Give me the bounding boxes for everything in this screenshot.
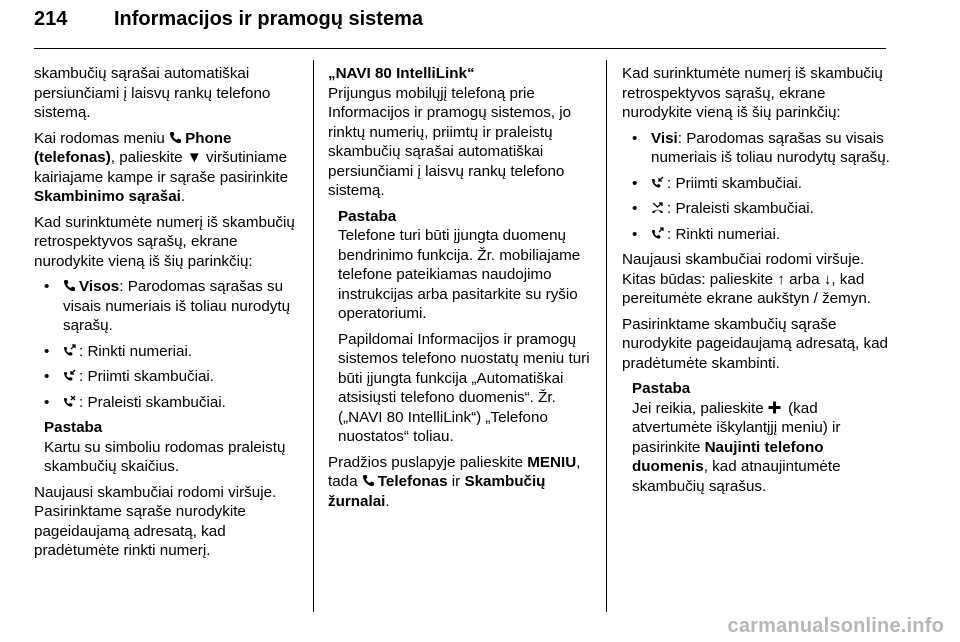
note-paragraph-2: Papildomai Informacijos ir pramogų sistemos telefono nuostatų meniu turi būti įjungta funkcija „Automatiškai atsisiųsti telefono duomenis“. Žr. („NAVI 80 IntelliLink“) „Telefono nuostatos“ toliau. <box>338 330 590 445</box>
phone-icon <box>169 131 182 144</box>
phone-menu-label: Phone (telefonas) <box>34 129 232 166</box>
right-options-list <box>622 129 892 245</box>
page-title: Informacijos ir pramogų sistema <box>114 8 423 30</box>
right-column <box>622 64 892 502</box>
incoming-call-icon <box>651 176 664 189</box>
list-item: • : Rinkti numeriai. <box>622 225 892 245</box>
right-paragraph-1: Kad surinktumėte numerį iš skambučių retrospektyvos sąrašų, ekrane nurodykite vieną iš šių parinkčių: <box>622 65 883 121</box>
list-item: • : Rinkti numeriai. <box>34 342 302 362</box>
outgoing-call-icon <box>651 227 664 240</box>
middle-note <box>328 207 596 447</box>
section-heading: „NAVI 80 IntelliLink“ <box>328 65 475 82</box>
left-column <box>34 64 302 567</box>
outgoing-call-icon <box>63 344 76 357</box>
missed-call-icon <box>63 395 76 408</box>
list-item: • : Priimti skambučiai. <box>622 174 892 194</box>
note-heading: Pastaba <box>338 207 397 225</box>
right-note <box>622 379 892 496</box>
note-text: Kartu su simboliu rodomas praleistų skambučių skaičius. <box>44 438 286 475</box>
header-rule <box>34 48 886 49</box>
column-divider-2 <box>606 60 607 612</box>
left-paragraph-2: Kai rodomas meniu Phone (telefonas), palieskite ▼ viršutiniame kairiajame kampe ir sąraše pasirinkite Skambinimo sąrašai. <box>34 129 289 205</box>
phone-icon <box>362 474 375 487</box>
call-list-label: Skambinimo sąrašai <box>34 188 181 205</box>
incoming-call-icon <box>63 369 76 382</box>
list-item: • : Praleisti skambučiai. <box>34 393 302 413</box>
column-divider-1 <box>313 60 314 612</box>
right-paragraph-3: Pasirinktame skambučių sąraše nurodykite pageidaujamą adresatą, kad pradėtumėte skambinti. <box>622 315 888 372</box>
note-paragraph-1: Telefone turi būti įjungta duomenų bendrinimo funkcija. Žr. mobiliajame telefone pateikiamas naudojimo instrukcijas arba pasitarkite su ryšio operatoriumi. <box>338 227 581 322</box>
page-header <box>34 6 886 46</box>
right-paragraph-2: Naujausi skambučiai rodomi viršuje. Kitas būdas: palieskite ↑ arba ↓, kad pereitumėte ekrane aukštyn / žemyn. <box>622 251 872 307</box>
list-item: • Visos: Parodomas sąrašas su visais numeriais iš toliau nurodytų sąrašų. <box>34 277 302 336</box>
list-item: • Visi: Parodomas sąrašas su visais numeriais iš toliau nurodytų sąrašų. <box>622 129 892 168</box>
left-note <box>34 418 302 477</box>
menu-label: MENIU <box>527 453 577 471</box>
left-paragraph-4: Naujausi skambučiai rodomi viršuje. Pasirinktame sąraše nurodykite pageidaujamą adresatą, kad pradėtumėte rinkti numerį. <box>34 483 277 559</box>
middle-column <box>328 64 596 517</box>
middle-paragraph-1: Prijungus mobilųjį telefoną prie Informacijos ir pramogų sistemos, jo rinktų numerių, priimtų ir praleistų skambučių sąrašai automatiškai persiunčiami į laisvų rankų telefono sistemą. <box>328 84 572 199</box>
note-heading: Pastaba <box>44 419 103 436</box>
list-item: • : Praleisti skambučiai. <box>622 199 892 219</box>
list-item: • : Priimti skambučiai. <box>34 367 302 387</box>
call-log-label: Skambučių žurnalai <box>328 473 546 510</box>
left-paragraph-3: Kad surinktumėte numerį iš skambučių retrospektyvos sąrašų, ekrane nurodykite vieną iš šių parinkčių: <box>34 213 295 270</box>
middle-paragraph-2: Pradžios puslapyje palieskite MENIU, tada Telefonas ir Skambučių žurnalai. <box>328 453 581 510</box>
plus-icon <box>768 401 781 414</box>
left-options-list <box>34 277 302 412</box>
left-paragraph-1: skambučių sąrašai automatiškai persiunčiami į laisvų rankų telefono sistemą. <box>34 65 271 121</box>
watermark: carmanualsonline.info <box>727 615 944 637</box>
note-heading: Pastaba <box>632 380 691 397</box>
update-phone-data-label: Naujinti telefono duomenis <box>632 438 824 475</box>
phone-label: Telefonas <box>377 473 448 490</box>
missed-call-icon <box>651 201 664 214</box>
phone-icon <box>63 279 76 292</box>
note-text: Jei reikia, palieskite (kad atvertumėte iškylantįjį meniu) ir pasirinkite Naujinti telefono duomenis, kad atnaujintumėte skambučių sąrašus. <box>632 399 841 495</box>
page-number: 214 <box>34 8 68 30</box>
